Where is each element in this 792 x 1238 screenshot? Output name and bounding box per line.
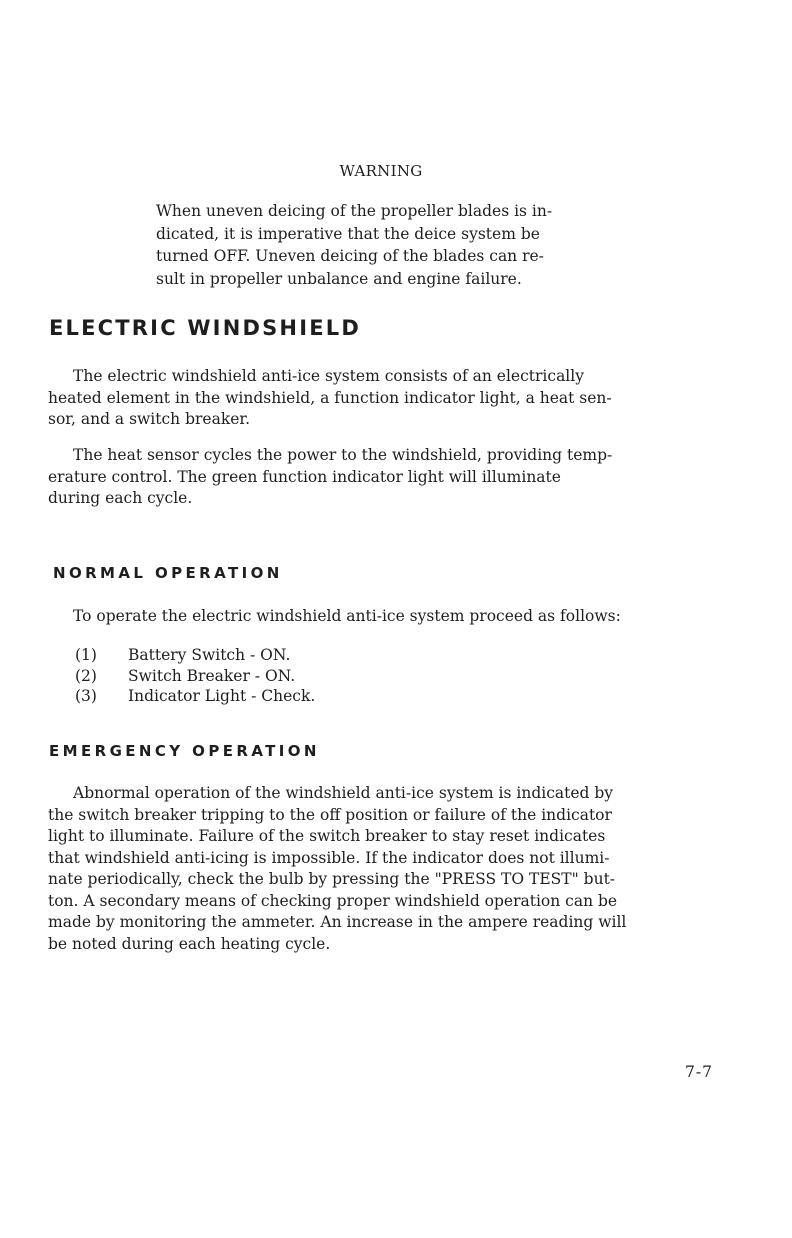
section-title-electric-windshield: ELECTRIC WINDSHIELD	[49, 316, 361, 340]
warning-line: When uneven deicing of the propeller blades is in-	[156, 202, 553, 220]
paragraph-heat-sensor	[48, 445, 738, 510]
warning-text	[156, 200, 616, 290]
paragraph-line: the switch breaker tripping to the off position or failure of the indicator	[48, 805, 612, 824]
paragraph-line: erature control. The green function indicator light will illuminate	[48, 467, 561, 486]
step-number: (3)	[75, 687, 97, 705]
paragraph-line: The heat sensor cycles the power to the windshield, providing temp-	[73, 446, 613, 464]
paragraph-normal-intro	[48, 606, 738, 628]
paragraph-line: during each cycle.	[48, 489, 193, 507]
step-text: Indicator Light - Check.	[128, 687, 316, 705]
procedure-steps	[75, 645, 315, 707]
paragraph-line: be noted during each heating cycle.	[48, 934, 331, 953]
step-text: Switch Breaker - ON.	[128, 666, 296, 685]
paragraph-line: Abnormal operation of the windshield anti-ice system is indicated by	[73, 784, 614, 802]
paragraph-line: To operate the electric windshield anti-ice system proceed as follows:	[73, 607, 621, 625]
paragraph-emergency	[48, 783, 738, 955]
warning-line: sult in propeller unbalance and engine failure.	[156, 269, 522, 288]
procedure-step	[75, 645, 315, 666]
paragraph-line: nate periodically, check the bulb by pressing the "PRESS TO TEST" but-	[48, 870, 616, 888]
subsection-title-normal-operation: NORMAL OPERATION	[53, 564, 283, 582]
subsection-title-emergency-operation: EMERGENCY OPERATION	[49, 742, 320, 760]
step-number: (2)	[75, 666, 97, 685]
paragraph-line: light to illuminate. Failure of the switch breaker to stay reset indicates	[48, 827, 606, 845]
page-number: 7-7	[685, 1063, 713, 1081]
step-number: (1)	[75, 646, 97, 664]
procedure-step	[75, 686, 315, 707]
warning-title: WARNING	[339, 162, 423, 180]
step-text: Battery Switch - ON.	[128, 646, 291, 664]
paragraph-line: The electric windshield anti-ice system consists of an electrically	[73, 367, 584, 385]
procedure-step	[75, 666, 315, 687]
paragraph-line: made by monitoring the ammeter. An increase in the ampere reading will	[48, 913, 627, 931]
paragraph-line: that windshield anti-icing is impossible. If the indicator does not illumi-	[48, 848, 610, 867]
paragraph-line: sor, and a switch breaker.	[48, 410, 251, 428]
paragraph-system-description	[48, 366, 738, 431]
warning-line: dicated, it is imperative that the deice system be	[156, 224, 540, 243]
paragraph-line: ton. A secondary means of checking proper windshield operation can be	[48, 891, 618, 910]
warning-line: turned OFF. Uneven deicing of the blades can re-	[156, 247, 544, 265]
paragraph-line: heated element in the windshield, a function indicator light, a heat sen-	[48, 388, 612, 407]
